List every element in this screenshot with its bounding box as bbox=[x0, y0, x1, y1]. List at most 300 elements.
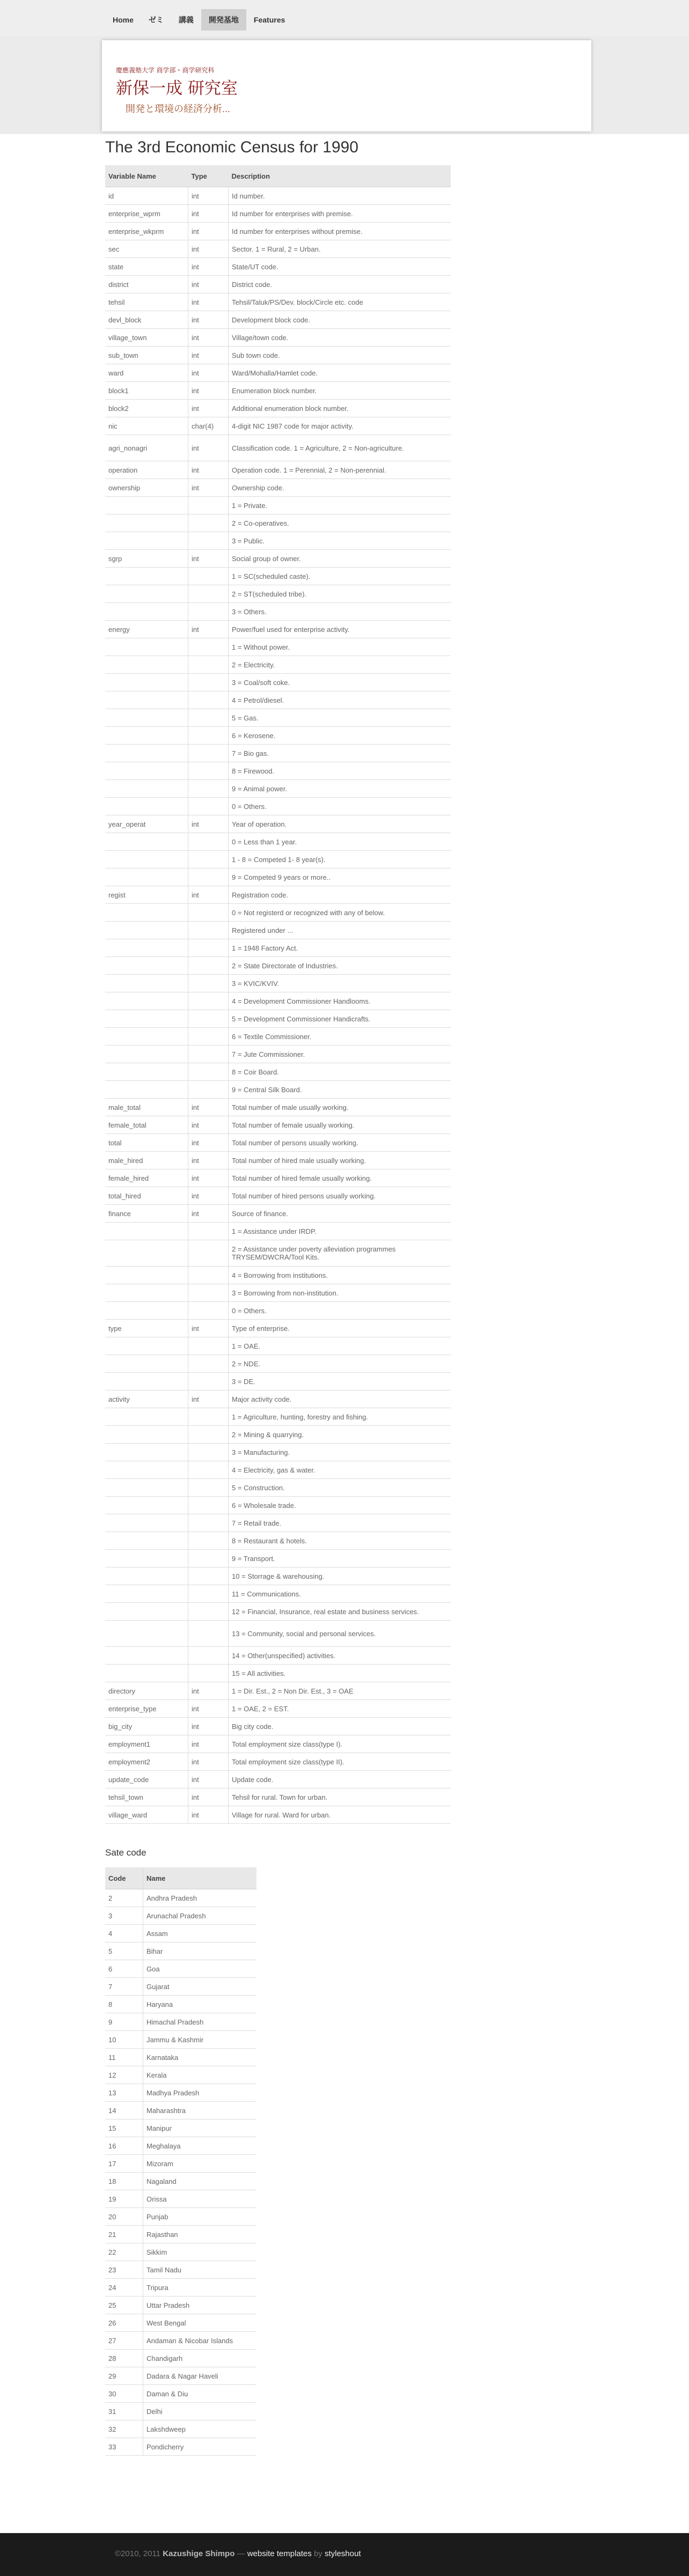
variable-row-cell: Total employment size class(type I). bbox=[229, 1735, 451, 1753]
variable-row bbox=[105, 479, 451, 497]
variable-row-cell: id bbox=[105, 187, 188, 205]
variable-row-cell bbox=[105, 975, 188, 992]
state-row-cell: 21 bbox=[105, 2226, 143, 2243]
variable-row bbox=[105, 435, 451, 461]
variable-row bbox=[105, 1567, 451, 1585]
variable-row-cell: directory bbox=[105, 1682, 188, 1700]
column-header: Code bbox=[105, 1867, 143, 1889]
variable-row-cell: int bbox=[188, 1753, 229, 1771]
variable-row-cell: int bbox=[188, 1116, 229, 1134]
variable-row-cell bbox=[105, 568, 188, 585]
nav-seminar[interactable]: ゼミ bbox=[148, 16, 164, 24]
state-row-cell: Bihar bbox=[143, 1942, 257, 1960]
state-row-cell: Tamil Nadu bbox=[143, 2261, 257, 2279]
variable-row-cell bbox=[105, 1497, 188, 1514]
footer-by: by bbox=[311, 2549, 325, 2558]
state-row-cell: Jammu & Kashmir bbox=[143, 2031, 257, 2049]
state-row-cell: 13 bbox=[105, 2084, 143, 2102]
variable-row bbox=[105, 1134, 451, 1152]
state-row-cell: 19 bbox=[105, 2190, 143, 2208]
variable-row-cell: enterprise_type bbox=[105, 1700, 188, 1718]
variable-row-cell: type bbox=[105, 1320, 188, 1337]
variable-row bbox=[105, 364, 451, 382]
variable-row-cell: 4 = Borrowing from institutions. bbox=[229, 1267, 451, 1284]
variable-row-cell: 12 = Financial, Insurance, real estate and business services. bbox=[229, 1603, 451, 1621]
variable-row-cell bbox=[105, 1585, 188, 1603]
state-row bbox=[105, 1925, 256, 1942]
state-row-cell: Chandigarh bbox=[143, 2350, 257, 2367]
variable-row-cell: Total employment size class(type II). bbox=[229, 1753, 451, 1771]
footer-separator: — bbox=[234, 2549, 247, 2558]
variable-row-cell: 4 = Development Commissioner Handlooms. bbox=[229, 992, 451, 1010]
variable-row-cell bbox=[105, 798, 188, 815]
variable-row-cell: Registered under ... bbox=[229, 922, 451, 939]
state-row-cell: 4 bbox=[105, 1925, 143, 1942]
variable-row bbox=[105, 780, 451, 798]
variable-row-cell: 4 = Electricity, gas & water. bbox=[229, 1461, 451, 1479]
state-row-cell: 7 bbox=[105, 1978, 143, 1996]
variable-row-cell: 9 = Competed 9 years or more.. bbox=[229, 869, 451, 886]
variable-row-cell: Sector. 1 = Rural, 2 = Urban. bbox=[229, 240, 451, 258]
variable-row-cell: int bbox=[188, 1099, 229, 1116]
variable-row-cell bbox=[105, 727, 188, 745]
variable-row-cell: 5 = Construction. bbox=[229, 1479, 451, 1497]
variable-row bbox=[105, 1461, 451, 1479]
variable-row-cell: activity bbox=[105, 1390, 188, 1408]
variable-row bbox=[105, 1169, 451, 1187]
variable-row-cell bbox=[188, 851, 229, 869]
column-header: Type bbox=[188, 165, 229, 187]
state-row-cell: Manipur bbox=[143, 2119, 257, 2137]
variable-row bbox=[105, 745, 451, 762]
variable-row bbox=[105, 1152, 451, 1169]
variable-row-cell: 1 = Without power. bbox=[229, 638, 451, 656]
variable-row-cell: 10 = Storrage & warehousing. bbox=[229, 1567, 451, 1585]
variable-row-cell: int bbox=[188, 1718, 229, 1735]
nav-home[interactable]: Home bbox=[113, 16, 134, 24]
column-header: Description bbox=[229, 165, 451, 187]
variable-row-cell bbox=[188, 1010, 229, 1028]
variable-row-cell bbox=[188, 1223, 229, 1240]
variable-row-cell: tehsil_town bbox=[105, 1789, 188, 1806]
variable-row-cell: 3 = DE. bbox=[229, 1373, 451, 1390]
variable-row bbox=[105, 1267, 451, 1284]
variable-row bbox=[105, 1205, 451, 1223]
variable-row-cell: int bbox=[188, 240, 229, 258]
variable-row-cell: state bbox=[105, 258, 188, 276]
variable-row-cell: 2 = Mining & quarrying. bbox=[229, 1426, 451, 1444]
state-row-cell: Mizoram bbox=[143, 2155, 257, 2173]
variable-row bbox=[105, 1621, 451, 1647]
variable-row bbox=[105, 293, 451, 311]
state-row bbox=[105, 2173, 256, 2190]
variable-row-cell bbox=[105, 638, 188, 656]
variable-row bbox=[105, 1010, 451, 1028]
state-row-cell: 32 bbox=[105, 2420, 143, 2438]
state-row bbox=[105, 2332, 256, 2350]
state-row bbox=[105, 1996, 256, 2013]
variable-row bbox=[105, 1284, 451, 1302]
variable-row-cell bbox=[188, 1550, 229, 1567]
variable-row-cell bbox=[188, 1621, 229, 1647]
variable-row-cell bbox=[105, 1028, 188, 1046]
variable-row-cell bbox=[188, 1046, 229, 1063]
variable-row-cell: ownership bbox=[105, 479, 188, 497]
variable-row-cell: Major activity code. bbox=[229, 1390, 451, 1408]
variable-row bbox=[105, 1718, 451, 1735]
state-row-cell: Lakshdweep bbox=[143, 2420, 257, 2438]
variable-row-cell bbox=[188, 514, 229, 532]
variable-row-cell: 1 = OAE, 2 = EST. bbox=[229, 1700, 451, 1718]
variable-row-cell: Total number of hired male usually working. bbox=[229, 1152, 451, 1169]
variable-row bbox=[105, 329, 451, 347]
state-row-cell: 14 bbox=[105, 2102, 143, 2119]
variable-row-cell: 1 - 8 = Competed 1- 8 year(s). bbox=[229, 851, 451, 869]
website-templates-link[interactable]: website templates bbox=[247, 2549, 312, 2558]
variable-row-cell bbox=[105, 1355, 188, 1373]
variable-row-cell bbox=[105, 1647, 188, 1665]
variable-row-cell bbox=[188, 1267, 229, 1284]
variable-row-cell: 0 = Not registerd or recognized with any of below. bbox=[229, 904, 451, 922]
variable-row-cell bbox=[105, 709, 188, 727]
variable-row bbox=[105, 1665, 451, 1682]
state-code-heading: Sate code bbox=[105, 1848, 146, 1858]
state-row-cell: Daman & Diu bbox=[143, 2385, 257, 2403]
variable-row-cell bbox=[188, 497, 229, 514]
state-row-cell: 24 bbox=[105, 2279, 143, 2297]
variable-row-cell bbox=[188, 1240, 229, 1267]
variable-row bbox=[105, 1337, 451, 1355]
copyright-text: ©2010, 2011 bbox=[115, 2549, 163, 2558]
variable-row-cell bbox=[105, 1302, 188, 1320]
state-row bbox=[105, 2190, 256, 2208]
variable-row-cell: Id number for enterprises with premise. bbox=[229, 205, 451, 223]
variable-row bbox=[105, 851, 451, 869]
state-row-cell: Madhya Pradesh bbox=[143, 2084, 257, 2102]
variable-row-cell: energy bbox=[105, 621, 188, 638]
state-row-cell: Haryana bbox=[143, 1996, 257, 2013]
variable-row-cell: total bbox=[105, 1134, 188, 1152]
variable-row-cell bbox=[105, 1337, 188, 1355]
variable-row bbox=[105, 258, 451, 276]
state-row bbox=[105, 2279, 256, 2297]
variable-row-cell bbox=[188, 1532, 229, 1550]
variable-row-cell bbox=[188, 1302, 229, 1320]
state-row bbox=[105, 2066, 256, 2084]
variable-row-cell bbox=[188, 904, 229, 922]
variable-row bbox=[105, 1063, 451, 1081]
column-header: Name bbox=[143, 1867, 257, 1889]
state-row bbox=[105, 2314, 256, 2332]
variable-row-cell: tehsil bbox=[105, 293, 188, 311]
variable-row-cell: 3 = Coal/soft coke. bbox=[229, 674, 451, 691]
variable-row-cell: int bbox=[188, 621, 229, 638]
variable-row-cell: Development block code. bbox=[229, 311, 451, 329]
state-row bbox=[105, 2102, 256, 2119]
variable-row-cell: int bbox=[188, 187, 229, 205]
variable-row bbox=[105, 1408, 451, 1426]
table-header-row bbox=[105, 165, 451, 187]
variable-row bbox=[105, 1479, 451, 1497]
variable-row-cell bbox=[188, 1647, 229, 1665]
state-row-cell: Kerala bbox=[143, 2066, 257, 2084]
variable-row-cell bbox=[188, 922, 229, 939]
variable-row-cell: block2 bbox=[105, 400, 188, 417]
variable-row bbox=[105, 400, 451, 417]
variable-row bbox=[105, 869, 451, 886]
variable-row-cell bbox=[188, 1284, 229, 1302]
variable-row-cell: int bbox=[188, 276, 229, 293]
variable-row-cell bbox=[188, 780, 229, 798]
variable-row-cell bbox=[188, 1603, 229, 1621]
state-row-cell: Andhra Pradesh bbox=[143, 1889, 257, 1907]
author-name: Kazushige Shimpo bbox=[163, 2549, 235, 2558]
variable-row-cell bbox=[188, 869, 229, 886]
variable-row-cell: int bbox=[188, 1152, 229, 1169]
variable-row-cell: 9 = Central Silk Board. bbox=[229, 1081, 451, 1099]
variable-row bbox=[105, 1099, 451, 1116]
variable-row-cell: int bbox=[188, 479, 229, 497]
variable-row-cell bbox=[188, 674, 229, 691]
variable-row-cell: int bbox=[188, 382, 229, 400]
variable-row-cell: employment2 bbox=[105, 1753, 188, 1771]
variable-row-cell: int bbox=[188, 1771, 229, 1789]
variable-row bbox=[105, 276, 451, 293]
variable-row-cell bbox=[188, 833, 229, 851]
variable-row bbox=[105, 957, 451, 975]
variable-row-cell: finance bbox=[105, 1205, 188, 1223]
variable-row-cell: enterprise_wkprm bbox=[105, 223, 188, 240]
variable-row-cell: operation bbox=[105, 461, 188, 479]
variable-row-cell bbox=[188, 585, 229, 603]
variable-row bbox=[105, 1771, 451, 1789]
state-row-cell: 30 bbox=[105, 2385, 143, 2403]
state-row-cell: 5 bbox=[105, 1942, 143, 1960]
variable-row-cell: Total number of hired female usually working. bbox=[229, 1169, 451, 1187]
variable-row-cell: Update code. bbox=[229, 1771, 451, 1789]
variable-row-cell bbox=[105, 1081, 188, 1099]
variable-row-cell: int bbox=[188, 815, 229, 833]
variable-row-cell: Village/town code. bbox=[229, 329, 451, 347]
variable-row bbox=[105, 727, 451, 745]
lab-logo[interactable]: 新保一成 研究室 bbox=[116, 79, 238, 98]
variable-row-cell: 8 = Restaurant & hotels. bbox=[229, 1532, 451, 1550]
nav-lectures[interactable]: 講義 bbox=[178, 16, 194, 24]
variable-row-cell: Total number of male usually working. bbox=[229, 1099, 451, 1116]
variable-row-cell bbox=[105, 514, 188, 532]
variable-row-cell: int bbox=[188, 223, 229, 240]
variable-row-cell: int bbox=[188, 364, 229, 382]
nav-dev-base[interactable]: 開発基地 bbox=[201, 9, 246, 31]
variable-row bbox=[105, 532, 451, 550]
variable-row bbox=[105, 1355, 451, 1373]
state-row bbox=[105, 2420, 256, 2438]
variable-row bbox=[105, 833, 451, 851]
state-row bbox=[105, 2367, 256, 2385]
variable-row-cell bbox=[188, 1665, 229, 1682]
state-row-cell: Dadara & Nagar Haveli bbox=[143, 2367, 257, 2385]
variable-row-cell: regist bbox=[105, 886, 188, 904]
variable-row-cell: year_operat bbox=[105, 815, 188, 833]
variable-row bbox=[105, 347, 451, 364]
variable-row-cell bbox=[188, 762, 229, 780]
variable-row-cell: 6 = Textile Commissioner. bbox=[229, 1028, 451, 1046]
variable-row-cell: Total number of persons usually working. bbox=[229, 1134, 451, 1152]
variable-row-cell: 8 = Coir Board. bbox=[229, 1063, 451, 1081]
variable-row-cell bbox=[105, 992, 188, 1010]
state-row bbox=[105, 1978, 256, 1996]
variable-row-cell: int bbox=[188, 435, 229, 461]
state-row bbox=[105, 2084, 256, 2102]
variable-row bbox=[105, 886, 451, 904]
variable-row-cell bbox=[105, 603, 188, 621]
state-row-cell: 3 bbox=[105, 1907, 143, 1925]
variable-row-cell: int bbox=[188, 550, 229, 568]
variable-row-cell: int bbox=[188, 400, 229, 417]
variable-row-cell: int bbox=[188, 205, 229, 223]
state-code-table bbox=[105, 1867, 256, 2456]
state-row-cell: Maharashtra bbox=[143, 2102, 257, 2119]
variable-row bbox=[105, 417, 451, 435]
footer-credits bbox=[115, 2549, 361, 2558]
variable-row bbox=[105, 815, 451, 833]
top-navigation bbox=[0, 0, 689, 36]
variable-row-cell: male_total bbox=[105, 1099, 188, 1116]
variable-row-cell bbox=[188, 656, 229, 674]
footer bbox=[0, 2533, 689, 2576]
variable-row-cell: Total number of hired persons usually working. bbox=[229, 1187, 451, 1205]
styleshout-link[interactable]: styleshout bbox=[324, 2549, 361, 2558]
variable-row bbox=[105, 1647, 451, 1665]
variable-row-cell: int bbox=[188, 347, 229, 364]
variable-row-cell bbox=[105, 762, 188, 780]
variable-row bbox=[105, 1028, 451, 1046]
variable-row-cell: sub_town bbox=[105, 347, 188, 364]
variable-row-cell: 3 = Manufacturing. bbox=[229, 1444, 451, 1461]
state-row bbox=[105, 2297, 256, 2314]
variable-row-cell: devl_block bbox=[105, 311, 188, 329]
main-content bbox=[105, 138, 589, 2456]
variable-row bbox=[105, 1390, 451, 1408]
state-row-cell: Goa bbox=[143, 1960, 257, 1978]
variable-row-cell: 9 = Animal power. bbox=[229, 780, 451, 798]
variable-row-cell: 2 = NDE. bbox=[229, 1355, 451, 1373]
variable-row-cell: village_town bbox=[105, 329, 188, 347]
variable-row-cell: nic bbox=[105, 417, 188, 435]
variable-row-cell: 2 = State Directorate of Industries. bbox=[229, 957, 451, 975]
variable-row-cell bbox=[188, 1081, 229, 1099]
state-row-cell: 23 bbox=[105, 2261, 143, 2279]
variable-row-cell: 1 = Assistance under IRDP. bbox=[229, 1223, 451, 1240]
variable-row-cell: Registration code. bbox=[229, 886, 451, 904]
variable-row-cell: 9 = Transport. bbox=[229, 1550, 451, 1567]
variable-row-cell: int bbox=[188, 1682, 229, 1700]
nav-features[interactable]: Features bbox=[253, 16, 285, 24]
variable-row bbox=[105, 922, 451, 939]
variable-row-cell: 2 = Co-operatives. bbox=[229, 514, 451, 532]
variable-row-cell: 1 = OAE. bbox=[229, 1337, 451, 1355]
variable-row-cell: agri_nonagri bbox=[105, 435, 188, 461]
variable-row-cell: int bbox=[188, 461, 229, 479]
variable-row-cell: Enumeration block number. bbox=[229, 382, 451, 400]
variable-row-cell: Tehsil/Taluk/PS/Dev. block/Circle etc. code bbox=[229, 293, 451, 311]
variable-row bbox=[105, 461, 451, 479]
variable-row bbox=[105, 1187, 451, 1205]
variable-row-cell bbox=[105, 656, 188, 674]
variable-row-cell: 3 = KVIC/KVIV. bbox=[229, 975, 451, 992]
variable-row bbox=[105, 1081, 451, 1099]
variable-row bbox=[105, 205, 451, 223]
variable-row-cell: int bbox=[188, 1789, 229, 1806]
variable-row-cell: int bbox=[188, 1390, 229, 1408]
variable-row-cell: 15 = All activities. bbox=[229, 1665, 451, 1682]
variable-row bbox=[105, 638, 451, 656]
variable-row-cell bbox=[188, 1444, 229, 1461]
variable-row-cell bbox=[188, 939, 229, 957]
variable-row-cell bbox=[105, 1550, 188, 1567]
variable-row-cell: female_total bbox=[105, 1116, 188, 1134]
page-title: The 3rd Economic Census for 1990 bbox=[105, 138, 358, 156]
variable-row bbox=[105, 1550, 451, 1567]
state-row-cell: 27 bbox=[105, 2332, 143, 2350]
variable-row-cell bbox=[105, 1532, 188, 1550]
state-row-cell: Pondicherry bbox=[143, 2438, 257, 2456]
variable-row-cell bbox=[105, 1267, 188, 1284]
variable-row bbox=[105, 240, 451, 258]
variable-row-cell: int bbox=[188, 1169, 229, 1187]
variable-row-cell: int bbox=[188, 311, 229, 329]
state-row-cell: 25 bbox=[105, 2297, 143, 2314]
variable-row-cell: 2 = ST(scheduled tribe). bbox=[229, 585, 451, 603]
variable-row-cell bbox=[105, 1010, 188, 1028]
variable-row bbox=[105, 1735, 451, 1753]
variable-row-cell: State/UT code. bbox=[229, 258, 451, 276]
variable-row-cell: enterprise_wprm bbox=[105, 205, 188, 223]
variable-row-cell bbox=[105, 1665, 188, 1682]
variable-row bbox=[105, 382, 451, 400]
variable-row-cell: Operation code. 1 = Perennial, 2 = Non-perennial. bbox=[229, 461, 451, 479]
variable-row-cell: 11 = Communications. bbox=[229, 1585, 451, 1603]
variable-row bbox=[105, 1426, 451, 1444]
variable-row-cell bbox=[188, 603, 229, 621]
variable-row-cell: 14 = Other(unspecified) activities. bbox=[229, 1647, 451, 1665]
state-row bbox=[105, 1942, 256, 1960]
variable-row-cell: 4-digit NIC 1987 code for major activity. bbox=[229, 417, 451, 435]
variable-row-cell: int bbox=[188, 1320, 229, 1337]
variable-row bbox=[105, 568, 451, 585]
variable-row-cell bbox=[188, 691, 229, 709]
variable-row bbox=[105, 514, 451, 532]
variable-row bbox=[105, 762, 451, 780]
variable-row-cell: 1 = Agriculture, hunting, forestry and fishing. bbox=[229, 1408, 451, 1426]
state-row-cell: Andaman & Nicobar Islands bbox=[143, 2332, 257, 2350]
variable-row-cell bbox=[105, 1621, 188, 1647]
column-header: Variable Name bbox=[105, 165, 188, 187]
variable-row bbox=[105, 1046, 451, 1063]
variable-row-cell bbox=[188, 798, 229, 815]
variable-row-cell bbox=[188, 1355, 229, 1373]
state-row-cell: 28 bbox=[105, 2350, 143, 2367]
state-row bbox=[105, 2385, 256, 2403]
table-header-row bbox=[105, 1867, 256, 1889]
variable-row-cell: 1 = SC(scheduled caste). bbox=[229, 568, 451, 585]
variable-row-cell: 1 = Private. bbox=[229, 497, 451, 514]
variable-row bbox=[105, 709, 451, 727]
variable-row bbox=[105, 1603, 451, 1621]
variable-row-cell: district bbox=[105, 276, 188, 293]
variable-row-cell bbox=[188, 1567, 229, 1585]
variable-row-cell bbox=[105, 1461, 188, 1479]
